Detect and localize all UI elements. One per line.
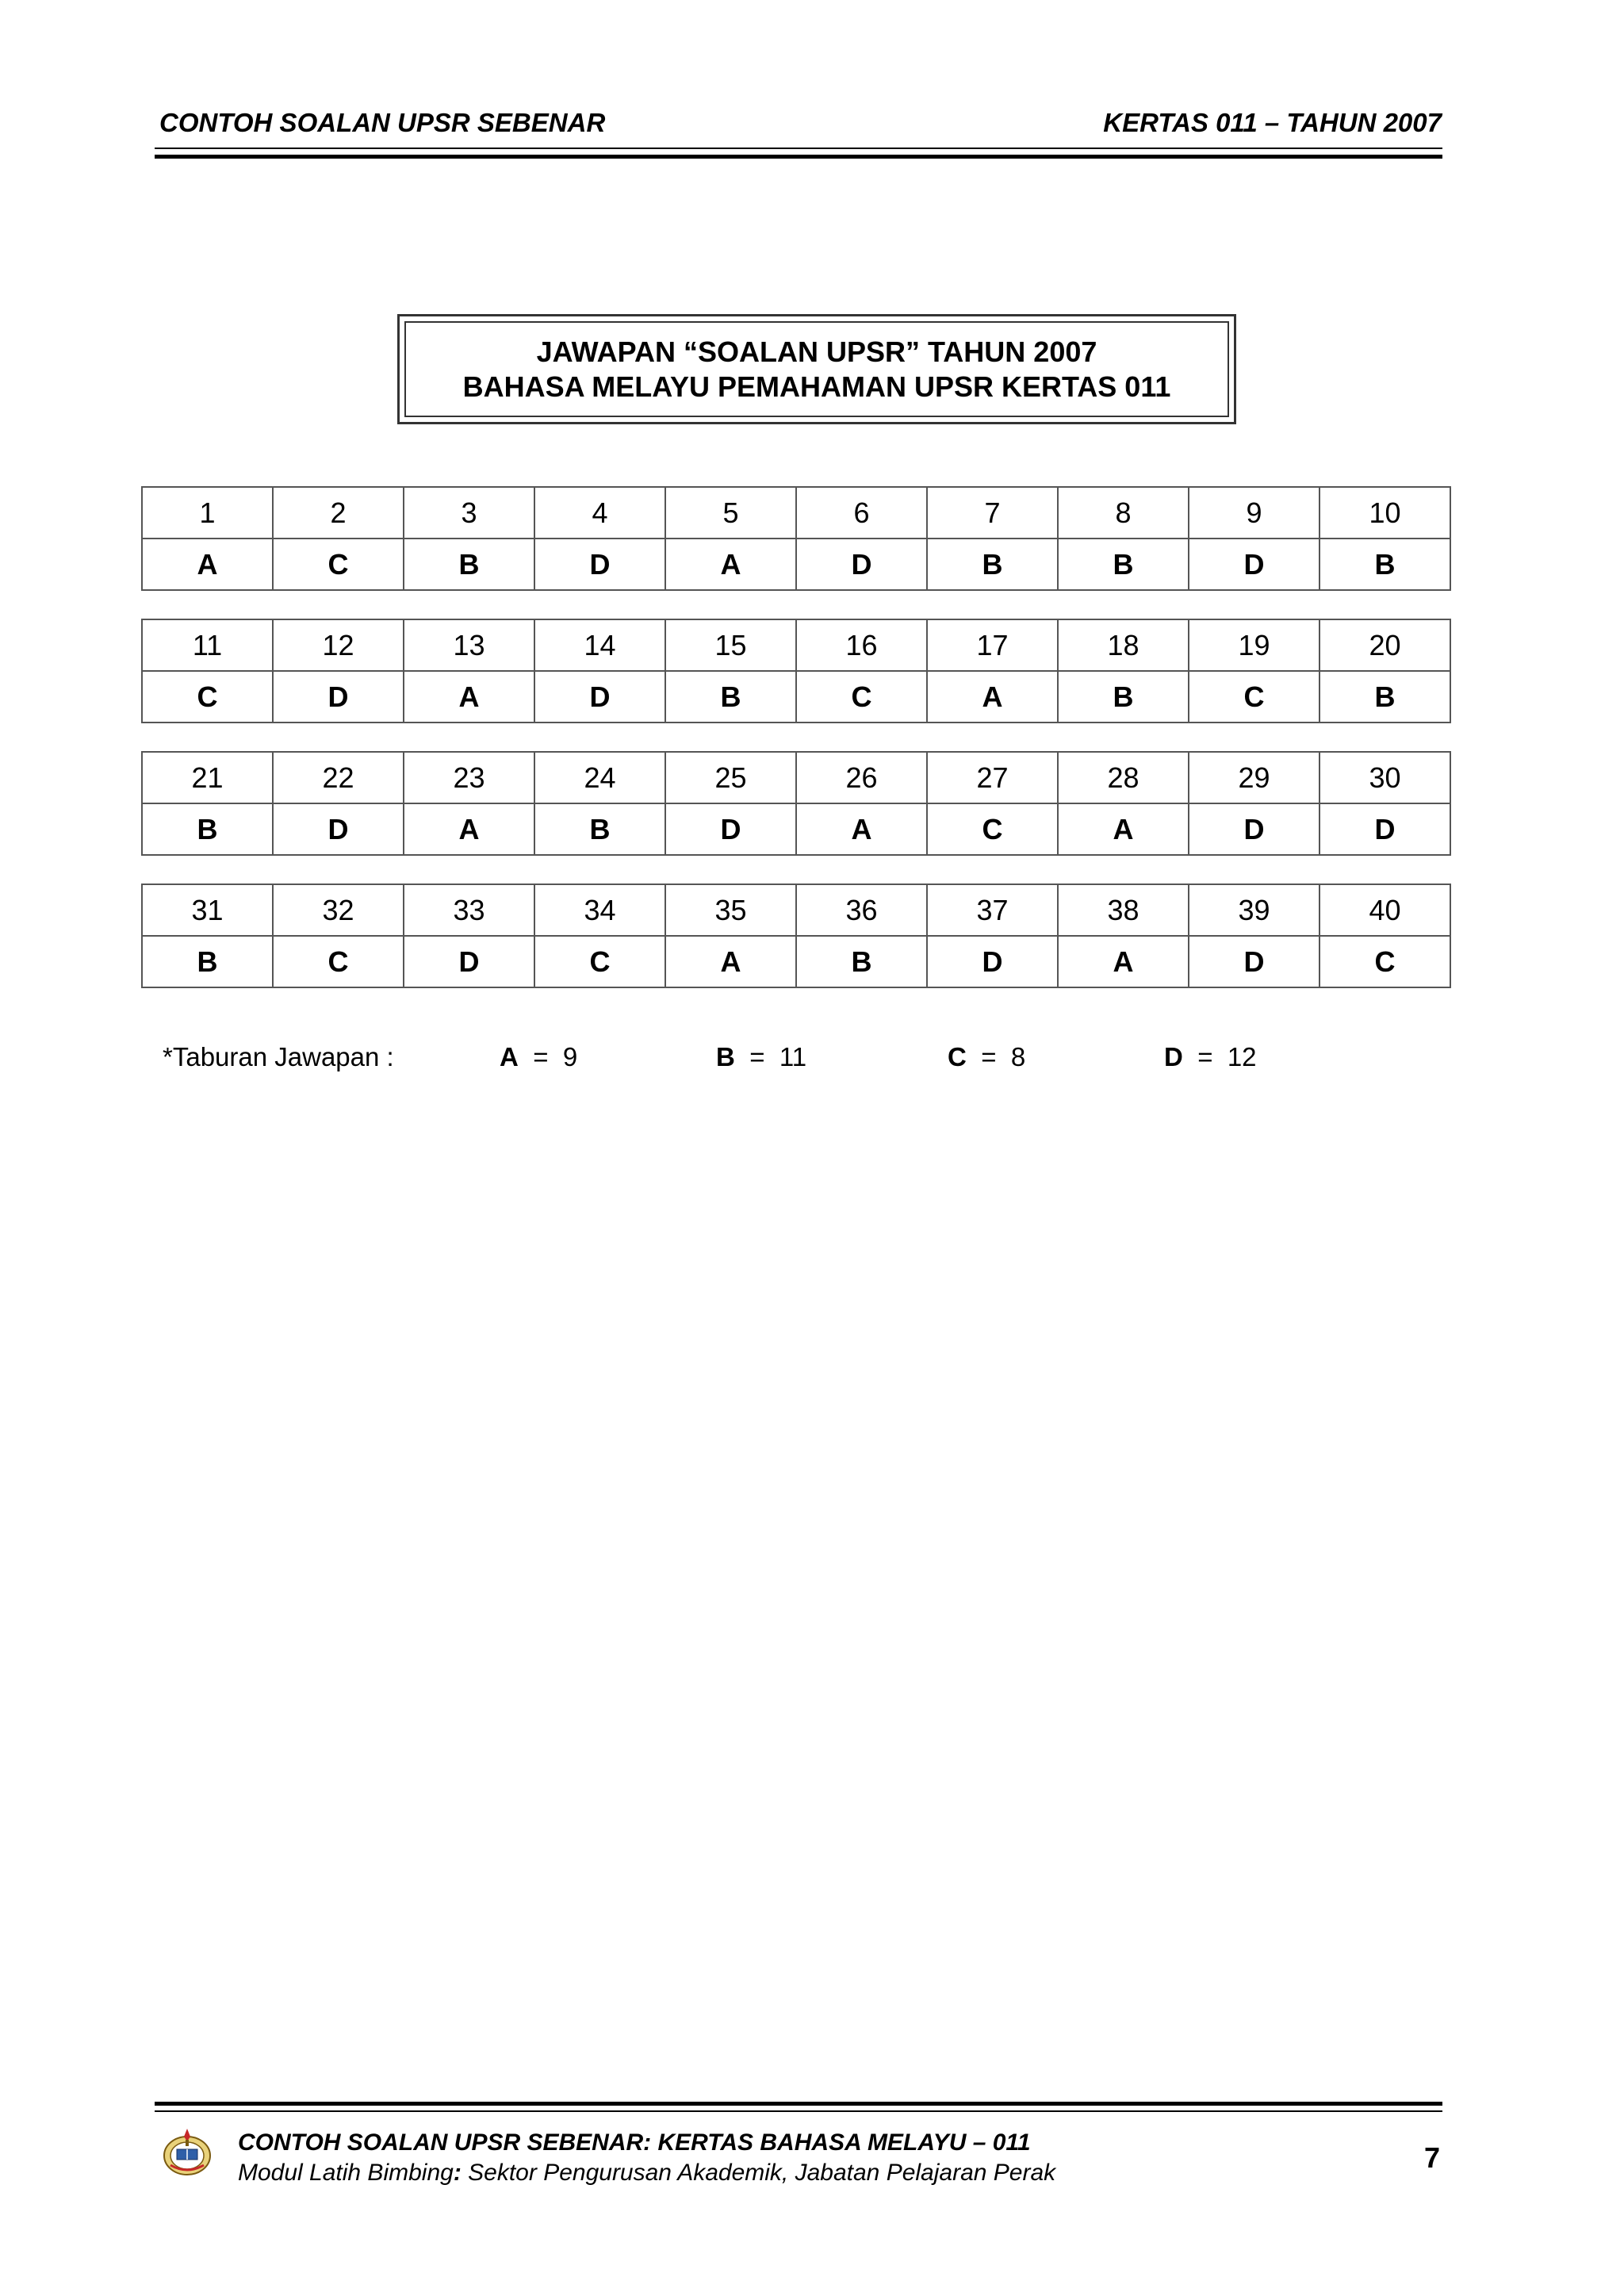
header-rule-thick [155, 155, 1442, 159]
answer-letter: B [1320, 671, 1450, 723]
answer-letter: C [796, 671, 927, 723]
question-number: 14 [534, 619, 665, 671]
answer-letter: B [665, 671, 796, 723]
answer-table-31-40 [141, 884, 1451, 988]
question-number: 1 [142, 487, 273, 539]
footer-rule-thin [155, 2110, 1442, 2112]
distribution-letter: B [716, 1042, 735, 1071]
distribution-item-a [500, 1042, 577, 1072]
question-number: 35 [665, 884, 796, 936]
distribution-equals: = [749, 1042, 765, 1071]
header-right-title: KERTAS 011 – TAHUN 2007 [1103, 108, 1442, 137]
distribution-equals: = [981, 1042, 997, 1071]
distribution-item-d [1164, 1042, 1257, 1072]
answer-letter: A [665, 936, 796, 987]
answer-letter: B [1320, 539, 1450, 590]
answer-letter: B [927, 539, 1058, 590]
answer-letter: B [1058, 671, 1189, 723]
question-number: 3 [404, 487, 534, 539]
title-line-1: JAWAPAN “SOALAN UPSR” TAHUN 2007 [536, 335, 1097, 368]
page-number: 7 [1423, 2141, 1440, 2174]
distribution-equals: = [533, 1042, 549, 1071]
distribution-item-b [716, 1042, 806, 1072]
distribution-count: 11 [779, 1042, 807, 1071]
question-number: 30 [1320, 752, 1450, 803]
answer-letter: B [404, 539, 534, 590]
question-number: 29 [1189, 752, 1320, 803]
answer-letter: D [534, 539, 665, 590]
question-number: 11 [142, 619, 273, 671]
answer-letter: B [142, 803, 273, 855]
answer-letter: B [142, 936, 273, 987]
question-number: 22 [273, 752, 404, 803]
answer-letter: A [1058, 936, 1189, 987]
distribution-letter: C [948, 1042, 967, 1071]
answer-letter: A [927, 671, 1058, 723]
answer-letter: D [1189, 936, 1320, 987]
question-number: 9 [1189, 487, 1320, 539]
answer-table-1-10 [141, 486, 1451, 591]
answer-letter: C [534, 936, 665, 987]
question-number: 12 [273, 619, 404, 671]
footer-line-2-colon: : [453, 2160, 469, 2186]
answer-letter: D [404, 936, 534, 987]
footer-line-2-part3: Sektor Pengurusan Akademik, Jabatan Pelajaran Perak [468, 2160, 1056, 2186]
answer-table-11-20 [141, 619, 1451, 723]
question-number: 24 [534, 752, 665, 803]
distribution-label: *Taburan Jawapan : [163, 1042, 394, 1071]
answer-letter: D [273, 803, 404, 855]
distribution-count: 12 [1227, 1042, 1257, 1071]
question-number: 19 [1189, 619, 1320, 671]
distribution-equals: = [1197, 1042, 1213, 1071]
question-number: 17 [927, 619, 1058, 671]
question-number: 39 [1189, 884, 1320, 936]
answer-letter: A [404, 671, 534, 723]
answer-letter: B [1058, 539, 1189, 590]
answer-letter: C [1320, 936, 1450, 987]
question-number: 10 [1320, 487, 1450, 539]
question-number: 38 [1058, 884, 1189, 936]
question-number: 33 [404, 884, 534, 936]
answer-letter: A [1058, 803, 1189, 855]
footer-rule-thick [155, 2102, 1442, 2106]
footer-line-1: CONTOH SOALAN UPSR SEBENAR: KERTAS BAHASA MELAYU – 011 [238, 2129, 1031, 2156]
answer-letter: D [796, 539, 927, 590]
answer-letter: D [665, 803, 796, 855]
answer-letter: D [1320, 803, 1450, 855]
answer-letter: C [273, 539, 404, 590]
answer-title-box [397, 314, 1236, 424]
distribution-count: 8 [1010, 1042, 1026, 1071]
header-left-title: CONTOH SOALAN UPSR SEBENAR [159, 108, 606, 137]
answer-letter: C [142, 671, 273, 723]
question-number: 37 [927, 884, 1058, 936]
question-number: 20 [1320, 619, 1450, 671]
question-number: 26 [796, 752, 927, 803]
question-number: 7 [927, 487, 1058, 539]
answer-letter: B [534, 803, 665, 855]
distribution-count: 9 [562, 1042, 578, 1071]
question-number: 2 [273, 487, 404, 539]
question-number: 21 [142, 752, 273, 803]
question-number: 32 [273, 884, 404, 936]
question-number: 27 [927, 752, 1058, 803]
answer-letter: A [796, 803, 927, 855]
answer-letter: C [927, 803, 1058, 855]
title-line-2: BAHASA MELAYU PEMAHAMAN UPSR KERTAS 011 [462, 370, 1171, 403]
answer-letter: D [1189, 539, 1320, 590]
footer-line-2-part1: Modul Latih Bimbing [238, 2160, 454, 2186]
answer-letter: A [665, 539, 796, 590]
question-number: 15 [665, 619, 796, 671]
question-number: 28 [1058, 752, 1189, 803]
header-rule-thin [155, 148, 1442, 149]
footer-line-2 [238, 2160, 1055, 2187]
question-number: 36 [796, 884, 927, 936]
answer-letter: A [142, 539, 273, 590]
perak-education-crest-icon [161, 2125, 213, 2178]
question-number: 25 [665, 752, 796, 803]
question-number: 6 [796, 487, 927, 539]
answer-letter: D [273, 671, 404, 723]
question-number: 40 [1320, 884, 1450, 936]
answer-letter: A [404, 803, 534, 855]
answer-letter: D [927, 936, 1058, 987]
question-number: 5 [665, 487, 796, 539]
question-number: 34 [534, 884, 665, 936]
answer-letter: D [534, 671, 665, 723]
distribution-letter: D [1164, 1042, 1183, 1071]
answer-letter: B [796, 936, 927, 987]
question-number: 23 [404, 752, 534, 803]
question-number: 18 [1058, 619, 1189, 671]
answer-table-21-30 [141, 751, 1451, 856]
question-number: 4 [534, 487, 665, 539]
question-number: 13 [404, 619, 534, 671]
answer-letter: C [1189, 671, 1320, 723]
distribution-letter: A [500, 1042, 519, 1071]
question-number: 16 [796, 619, 927, 671]
answer-letter: D [1189, 803, 1320, 855]
question-number: 31 [142, 884, 273, 936]
answer-letter: C [273, 936, 404, 987]
distribution-item-c [948, 1042, 1025, 1072]
question-number: 8 [1058, 487, 1189, 539]
